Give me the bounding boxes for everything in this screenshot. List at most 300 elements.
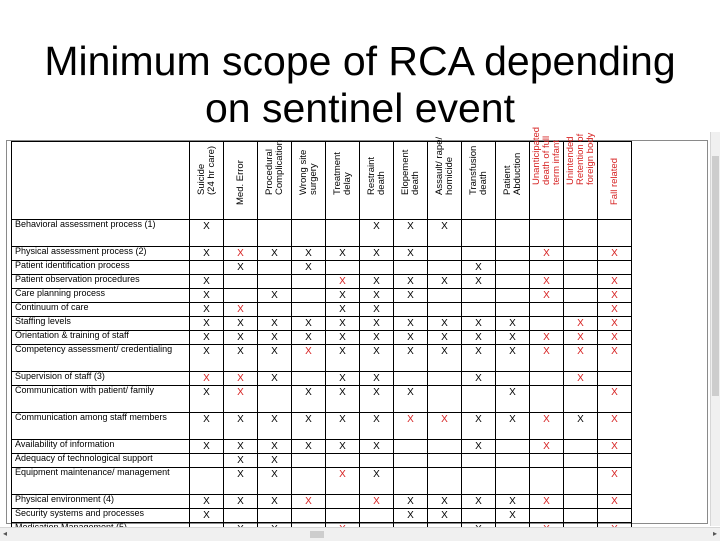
table-row (12, 220, 632, 247)
matrix-cell (224, 247, 258, 261)
matrix-cell (360, 413, 394, 440)
matrix-cell (462, 454, 496, 468)
x-mark: X (475, 346, 482, 357)
event-header-11 (564, 132, 598, 220)
table-row (12, 345, 632, 372)
event-header-9 (496, 142, 530, 220)
matrix-cell (598, 247, 632, 261)
matrix-cell (564, 495, 598, 509)
table-row (12, 303, 632, 317)
x-mark: X (271, 290, 278, 301)
event-header-label: Fall related (608, 158, 620, 205)
process-name-cell: Communication among staff members (12, 413, 190, 440)
matrix-cell (394, 317, 428, 331)
x-mark: X (543, 290, 550, 301)
x-mark: X (203, 290, 210, 301)
event-header-label: Elopement death (399, 149, 421, 195)
matrix-cell (496, 454, 530, 468)
matrix-cell (190, 454, 224, 468)
event-header-4 (326, 142, 360, 220)
x-mark: X (237, 262, 244, 273)
table-row (12, 454, 632, 468)
process-name-cell: Physical assessment process (2) (12, 247, 190, 261)
matrix-cell (360, 509, 394, 523)
matrix-cell (360, 454, 394, 468)
matrix-cell (190, 345, 224, 372)
event-header-10 (530, 126, 564, 220)
x-mark: X (509, 496, 516, 507)
matrix-cell (326, 372, 360, 386)
x-mark: X (339, 373, 346, 384)
x-mark: X (407, 290, 414, 301)
matrix-cell (564, 468, 598, 495)
matrix-cell (360, 331, 394, 345)
x-mark: X (271, 414, 278, 425)
table-row (12, 413, 632, 440)
x-mark: X (441, 332, 448, 343)
event-header-label: Wrong site surgery (297, 149, 319, 195)
matrix-cell (530, 331, 564, 345)
table-row (12, 275, 632, 289)
table-header-row (12, 142, 632, 220)
matrix-cell (598, 454, 632, 468)
matrix-cell (496, 261, 530, 275)
matrix-cell (530, 317, 564, 331)
matrix-cell (360, 495, 394, 509)
x-mark: X (203, 304, 210, 315)
matrix-cell (292, 303, 326, 317)
matrix-cell (190, 386, 224, 413)
x-mark: X (237, 387, 244, 398)
matrix-cell (564, 413, 598, 440)
matrix-cell (258, 440, 292, 454)
matrix-cell (496, 289, 530, 303)
x-mark: X (237, 414, 244, 425)
x-mark: X (441, 346, 448, 357)
event-header-label: Procedural Complication (263, 140, 285, 195)
matrix-cell (258, 386, 292, 413)
x-mark: X (271, 496, 278, 507)
x-mark: X (271, 469, 278, 480)
matrix-cell (530, 413, 564, 440)
matrix-cell (190, 495, 224, 509)
matrix-cell (224, 495, 258, 509)
matrix-cell (462, 345, 496, 372)
x-mark: X (305, 387, 312, 398)
x-mark: X (203, 318, 210, 329)
matrix-cell (394, 220, 428, 247)
matrix-cell (292, 413, 326, 440)
x-mark: X (407, 318, 414, 329)
x-mark: X (373, 332, 380, 343)
x-mark: X (203, 346, 210, 357)
matrix-cell (190, 372, 224, 386)
table-row (12, 386, 632, 413)
event-header-label: Unintended Retention of foreign body (564, 132, 596, 185)
x-mark: X (203, 373, 210, 384)
vertical-scrollbar[interactable] (710, 132, 720, 526)
matrix-cell (598, 372, 632, 386)
matrix-cell (598, 275, 632, 289)
matrix-cell (564, 289, 598, 303)
matrix-cell (530, 275, 564, 289)
table-row (12, 468, 632, 495)
event-header-3 (292, 142, 326, 220)
x-mark: X (305, 441, 312, 452)
x-mark: X (475, 262, 482, 273)
matrix-cell (224, 289, 258, 303)
matrix-cell (326, 386, 360, 413)
matrix-cell (190, 317, 224, 331)
x-mark: X (237, 496, 244, 507)
matrix-cell (190, 261, 224, 275)
matrix-cell (428, 317, 462, 331)
event-header-label: Assault/ rape/ homicide (433, 136, 455, 195)
event-header-label: Suicide (24 hr care) (195, 145, 217, 195)
matrix-cell (496, 468, 530, 495)
process-name-cell: Communication with patient/ family (12, 386, 190, 413)
x-mark: X (475, 441, 482, 452)
x-mark: X (475, 318, 482, 329)
x-mark: X (373, 221, 380, 232)
x-mark: X (237, 441, 244, 452)
matrix-cell (258, 289, 292, 303)
matrix-cell (292, 386, 326, 413)
x-mark: X (339, 469, 346, 480)
matrix-cell (258, 345, 292, 372)
matrix-cell (258, 372, 292, 386)
matrix-cell (190, 331, 224, 345)
matrix-cell (462, 289, 496, 303)
matrix-cell (598, 331, 632, 345)
matrix-cell (258, 220, 292, 247)
matrix-cell (224, 317, 258, 331)
matrix-cell (462, 509, 496, 523)
matrix-cell (530, 509, 564, 523)
scroll-right-arrow-icon[interactable]: ▸ (712, 529, 717, 538)
matrix-cell (428, 261, 462, 275)
x-mark: X (271, 248, 278, 259)
matrix-cell (224, 440, 258, 454)
matrix-cell (598, 413, 632, 440)
process-name-cell: Supervision of staff (3) (12, 372, 190, 386)
matrix-cell (428, 247, 462, 261)
x-mark: X (543, 441, 550, 452)
matrix-cell (258, 275, 292, 289)
matrix-cell (326, 220, 360, 247)
x-mark: X (509, 387, 516, 398)
x-mark: X (373, 290, 380, 301)
matrix-cell (564, 440, 598, 454)
x-mark: X (237, 304, 244, 315)
matrix-cell (462, 275, 496, 289)
x-mark: X (339, 304, 346, 315)
x-mark: X (237, 318, 244, 329)
matrix-cell (598, 317, 632, 331)
matrix-cell (428, 468, 462, 495)
matrix-cell (258, 317, 292, 331)
embedded-document (6, 126, 708, 524)
matrix-cell (394, 509, 428, 523)
x-mark: X (373, 387, 380, 398)
table-row (12, 440, 632, 454)
matrix-cell (326, 468, 360, 495)
x-mark: X (611, 387, 618, 398)
matrix-cell (360, 317, 394, 331)
x-mark: X (407, 248, 414, 259)
x-mark: X (339, 346, 346, 357)
process-name-cell: Patient identification process (12, 261, 190, 275)
matrix-cell (462, 372, 496, 386)
x-mark: X (339, 414, 346, 425)
matrix-cell (428, 275, 462, 289)
matrix-cell (496, 220, 530, 247)
matrix-cell (564, 372, 598, 386)
x-mark: X (373, 346, 380, 357)
event-header-5 (360, 142, 394, 220)
matrix-cell (224, 372, 258, 386)
matrix-cell (564, 247, 598, 261)
matrix-cell (224, 261, 258, 275)
matrix-cell (462, 413, 496, 440)
x-mark: X (475, 332, 482, 343)
matrix-cell (326, 495, 360, 509)
matrix-cell (360, 261, 394, 275)
process-name-cell: Security systems and processes (12, 509, 190, 523)
x-mark: X (407, 414, 414, 425)
matrix-cell (292, 440, 326, 454)
matrix-cell (598, 509, 632, 523)
rca-scope-table (11, 126, 632, 537)
matrix-cell (292, 289, 326, 303)
matrix-cell (394, 261, 428, 275)
matrix-cell (258, 303, 292, 317)
process-name-cell: Equipment maintenance/ management (12, 468, 190, 495)
event-header-1 (224, 142, 258, 220)
matrix-cell (258, 454, 292, 468)
x-mark: X (237, 469, 244, 480)
event-header-label: Med. Error (234, 160, 246, 205)
matrix-cell (326, 331, 360, 345)
matrix-cell (598, 440, 632, 454)
x-mark: X (611, 346, 618, 357)
matrix-cell (462, 331, 496, 345)
matrix-cell (428, 345, 462, 372)
matrix-cell (462, 303, 496, 317)
matrix-cell (258, 495, 292, 509)
horizontal-scrollbar-thumb[interactable] (310, 531, 324, 538)
event-header-2 (258, 142, 292, 220)
event-header-label: Treatment delay (331, 152, 353, 195)
matrix-cell (564, 303, 598, 317)
x-mark: X (305, 262, 312, 273)
matrix-cell (496, 440, 530, 454)
matrix-cell (428, 303, 462, 317)
x-mark: X (611, 248, 618, 259)
x-mark: X (339, 332, 346, 343)
x-mark: X (305, 318, 312, 329)
matrix-cell (190, 509, 224, 523)
x-mark: X (611, 290, 618, 301)
x-mark: X (373, 496, 380, 507)
matrix-cell (598, 289, 632, 303)
matrix-cell (394, 440, 428, 454)
x-mark: X (271, 373, 278, 384)
matrix-cell (598, 345, 632, 372)
event-header-label: Restraint death (365, 156, 387, 195)
process-name-cell: Physical environment (4) (12, 495, 190, 509)
x-mark: X (203, 441, 210, 452)
x-mark: X (373, 318, 380, 329)
matrix-cell (190, 275, 224, 289)
matrix-cell (530, 386, 564, 413)
x-mark: X (543, 248, 550, 259)
matrix-cell (326, 247, 360, 261)
matrix-cell (428, 372, 462, 386)
matrix-cell (224, 345, 258, 372)
process-name-cell: Care planning process (12, 289, 190, 303)
matrix-cell (224, 275, 258, 289)
matrix-cell (496, 317, 530, 331)
x-mark: X (407, 387, 414, 398)
process-name-cell: Competency assessment/ credentialing (12, 345, 190, 372)
horizontal-scrollbar[interactable] (0, 527, 720, 541)
x-mark: X (203, 276, 210, 287)
x-mark: X (441, 221, 448, 232)
matrix-cell (394, 303, 428, 317)
x-mark: X (475, 496, 482, 507)
matrix-cell (190, 468, 224, 495)
matrix-cell (462, 261, 496, 275)
matrix-cell (394, 289, 428, 303)
x-mark: X (237, 346, 244, 357)
matrix-cell (360, 468, 394, 495)
x-mark: X (611, 332, 618, 343)
x-mark: X (543, 346, 550, 357)
matrix-cell (394, 495, 428, 509)
matrix-cell (530, 440, 564, 454)
matrix-cell (564, 509, 598, 523)
x-mark: X (203, 248, 210, 259)
matrix-cell (360, 440, 394, 454)
process-name-cell: Patient observation procedures (12, 275, 190, 289)
matrix-cell (224, 413, 258, 440)
matrix-cell (530, 454, 564, 468)
matrix-cell (292, 261, 326, 275)
x-mark: X (373, 276, 380, 287)
x-mark: X (441, 496, 448, 507)
x-mark: X (237, 332, 244, 343)
matrix-cell (428, 440, 462, 454)
x-mark: X (373, 414, 380, 425)
matrix-cell (564, 261, 598, 275)
matrix-cell (292, 220, 326, 247)
matrix-cell (190, 413, 224, 440)
matrix-cell (530, 289, 564, 303)
matrix-cell (496, 495, 530, 509)
matrix-cell (564, 386, 598, 413)
matrix-cell (496, 331, 530, 345)
matrix-cell (530, 220, 564, 247)
matrix-cell (360, 372, 394, 386)
x-mark: X (611, 318, 618, 329)
x-mark: X (373, 373, 380, 384)
matrix-cell (258, 509, 292, 523)
x-mark: X (203, 510, 210, 521)
event-header-label: Unanticipated death of full term infant (530, 126, 562, 185)
matrix-cell (598, 468, 632, 495)
matrix-cell (428, 495, 462, 509)
matrix-cell (326, 454, 360, 468)
matrix-cell (224, 454, 258, 468)
matrix-cell (326, 413, 360, 440)
process-name-cell: Adequacy of technological support (12, 454, 190, 468)
matrix-cell (258, 331, 292, 345)
x-mark: X (271, 441, 278, 452)
matrix-cell (530, 345, 564, 372)
matrix-cell (496, 386, 530, 413)
x-mark: X (339, 276, 346, 287)
matrix-cell (462, 495, 496, 509)
x-mark: X (407, 276, 414, 287)
x-mark: X (203, 496, 210, 507)
x-mark: X (407, 510, 414, 521)
matrix-cell (326, 261, 360, 275)
matrix-cell (462, 468, 496, 495)
table-row (12, 261, 632, 275)
matrix-cell (496, 247, 530, 261)
vertical-scrollbar-thumb[interactable] (712, 156, 719, 396)
x-mark: X (577, 346, 584, 357)
matrix-cell (428, 289, 462, 303)
x-mark: X (441, 276, 448, 287)
matrix-cell (530, 261, 564, 275)
matrix-cell (326, 275, 360, 289)
scroll-left-arrow-icon[interactable]: ◂ (3, 529, 8, 538)
x-mark: X (271, 332, 278, 343)
matrix-cell (224, 303, 258, 317)
matrix-cell (292, 372, 326, 386)
matrix-cell (394, 275, 428, 289)
x-mark: X (611, 441, 618, 452)
table-row (12, 331, 632, 345)
matrix-cell (598, 386, 632, 413)
matrix-cell (258, 468, 292, 495)
matrix-cell (496, 345, 530, 372)
matrix-cell (394, 413, 428, 440)
x-mark: X (373, 469, 380, 480)
table-row (12, 509, 632, 523)
x-mark: X (577, 373, 584, 384)
matrix-cell (564, 220, 598, 247)
x-mark: X (203, 221, 210, 232)
x-mark: X (339, 290, 346, 301)
matrix-cell (292, 468, 326, 495)
slide-title-line-2: on sentinel event (204, 85, 515, 131)
x-mark: X (339, 387, 346, 398)
matrix-cell (190, 303, 224, 317)
matrix-cell (292, 317, 326, 331)
matrix-cell (462, 220, 496, 247)
matrix-cell (564, 275, 598, 289)
x-mark: X (441, 318, 448, 329)
matrix-cell (292, 247, 326, 261)
process-name-cell: Orientation & training of staff (12, 331, 190, 345)
matrix-cell (224, 509, 258, 523)
matrix-cell (224, 386, 258, 413)
x-mark: X (577, 318, 584, 329)
x-mark: X (543, 332, 550, 343)
